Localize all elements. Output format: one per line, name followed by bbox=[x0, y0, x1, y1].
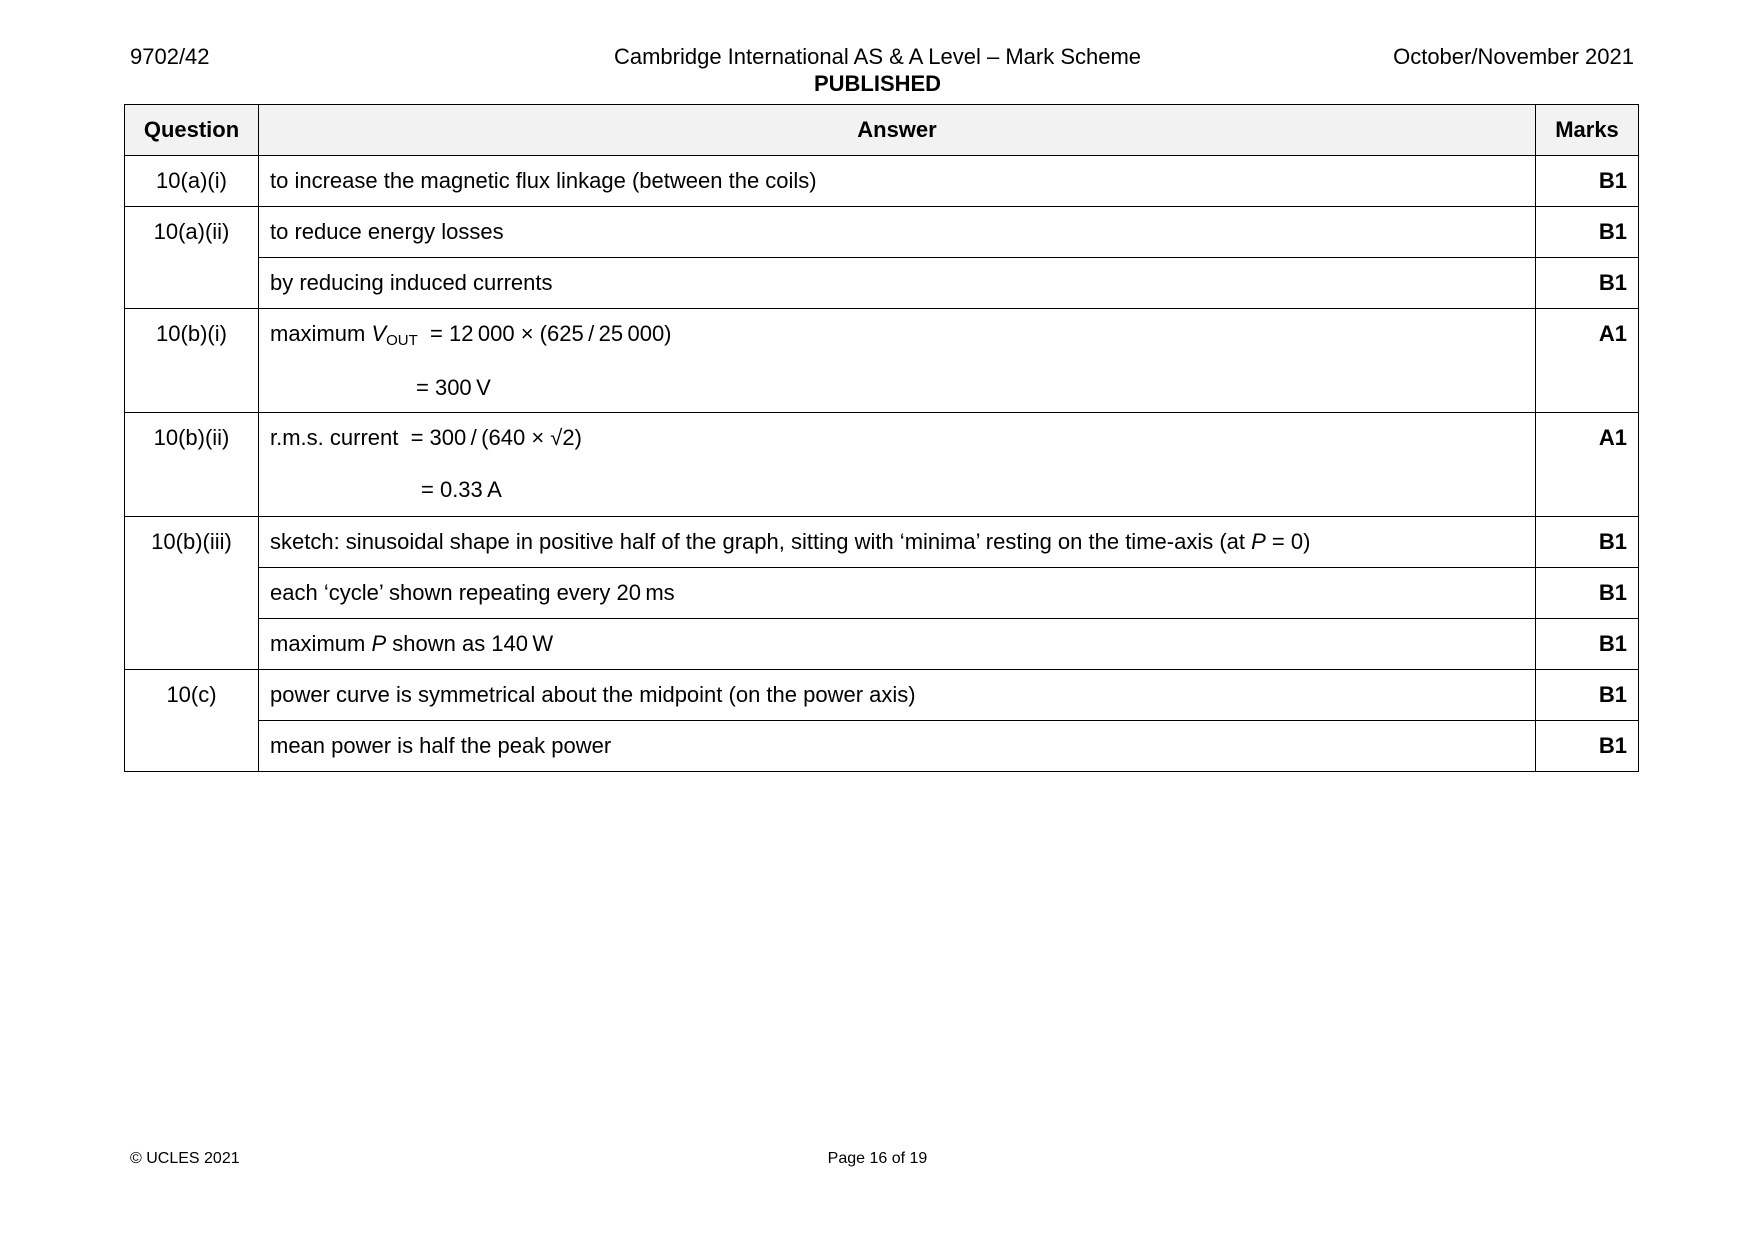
answer-result: = 0.33 A bbox=[421, 477, 502, 502]
mark-cell: B1 bbox=[1536, 517, 1639, 568]
table-row bbox=[125, 619, 1639, 670]
mark-scheme-table bbox=[124, 104, 1639, 772]
answer-cell bbox=[259, 309, 1536, 413]
answer-cell bbox=[259, 413, 1536, 517]
mark-cell: A1 bbox=[1536, 309, 1639, 413]
answer-equation: = 12 000 × (625 / 25 000) bbox=[417, 321, 672, 346]
answer-text: maximum bbox=[270, 631, 372, 656]
variable-symbol: P bbox=[371, 631, 387, 656]
variable-symbol: V bbox=[371, 321, 387, 346]
question-cell: 10(b)(iii) bbox=[125, 517, 259, 670]
question-cell: 10(a)(i) bbox=[125, 156, 259, 207]
table-header-row bbox=[125, 105, 1639, 156]
mark-cell: B1 bbox=[1536, 258, 1639, 309]
paper-code: 9702/42 bbox=[130, 44, 210, 69]
table-row bbox=[125, 721, 1639, 772]
question-cell: 10(a)(ii) bbox=[125, 207, 259, 309]
table-row bbox=[125, 568, 1639, 619]
answer-cell: to reduce energy losses bbox=[259, 207, 1536, 258]
variable-subscript: OUT bbox=[386, 332, 418, 349]
mark-cell: A1 bbox=[1536, 413, 1639, 517]
published-label: PUBLISHED bbox=[813, 71, 942, 96]
table-row bbox=[125, 309, 1639, 413]
column-header-marks: Marks bbox=[1536, 105, 1639, 156]
mark-cell: B1 bbox=[1536, 670, 1639, 721]
mark-cell: B1 bbox=[1536, 568, 1639, 619]
copyright-notice: © UCLES 2021 bbox=[130, 1150, 240, 1167]
answer-result: = 300 V bbox=[416, 375, 491, 400]
mark-cell: B1 bbox=[1536, 207, 1639, 258]
table-row bbox=[125, 156, 1639, 207]
question-cell: 10(c) bbox=[125, 670, 259, 772]
answer-text: maximum bbox=[270, 321, 372, 346]
answer-equation: r.m.s. current = 300 / (640 × √2) bbox=[270, 425, 582, 450]
answer-cell: mean power is half the peak power bbox=[259, 721, 1536, 772]
mark-cell: B1 bbox=[1536, 156, 1639, 207]
answer-cell: by reducing induced currents bbox=[259, 258, 1536, 309]
answer-text: shown as 140 W bbox=[386, 631, 554, 656]
answer-text: sketch: sinusoidal shape in positive half of the graph, sitting with ‘minima’ resting on the time-axis (at bbox=[270, 529, 1252, 554]
answer-cell bbox=[259, 517, 1536, 568]
answer-cell bbox=[259, 619, 1536, 670]
answer-cell: power curve is symmetrical about the midpoint (on the power axis) bbox=[259, 670, 1536, 721]
answer-text: = 0) bbox=[1265, 529, 1311, 554]
table-row bbox=[125, 413, 1639, 517]
column-header-question: Question bbox=[125, 105, 259, 156]
document-title: Cambridge International AS & A Level – Mark Scheme bbox=[613, 44, 1142, 69]
answer-cell: each ‘cycle’ shown repeating every 20 ms bbox=[259, 568, 1536, 619]
mark-cell: B1 bbox=[1536, 619, 1639, 670]
table-row bbox=[125, 207, 1639, 258]
table-row bbox=[125, 258, 1639, 309]
answer-cell: to increase the magnetic flux linkage (between the coils) bbox=[259, 156, 1536, 207]
question-cell: 10(b)(i) bbox=[125, 309, 259, 413]
exam-session: October/November 2021 bbox=[1393, 44, 1634, 69]
table-row bbox=[125, 670, 1639, 721]
page-number: Page 16 of 19 bbox=[827, 1150, 928, 1167]
variable-symbol: P bbox=[1251, 529, 1266, 554]
mark-cell: B1 bbox=[1536, 721, 1639, 772]
question-cell: 10(b)(ii) bbox=[125, 413, 259, 517]
table-row bbox=[125, 517, 1639, 568]
column-header-answer: Answer bbox=[259, 105, 1536, 156]
